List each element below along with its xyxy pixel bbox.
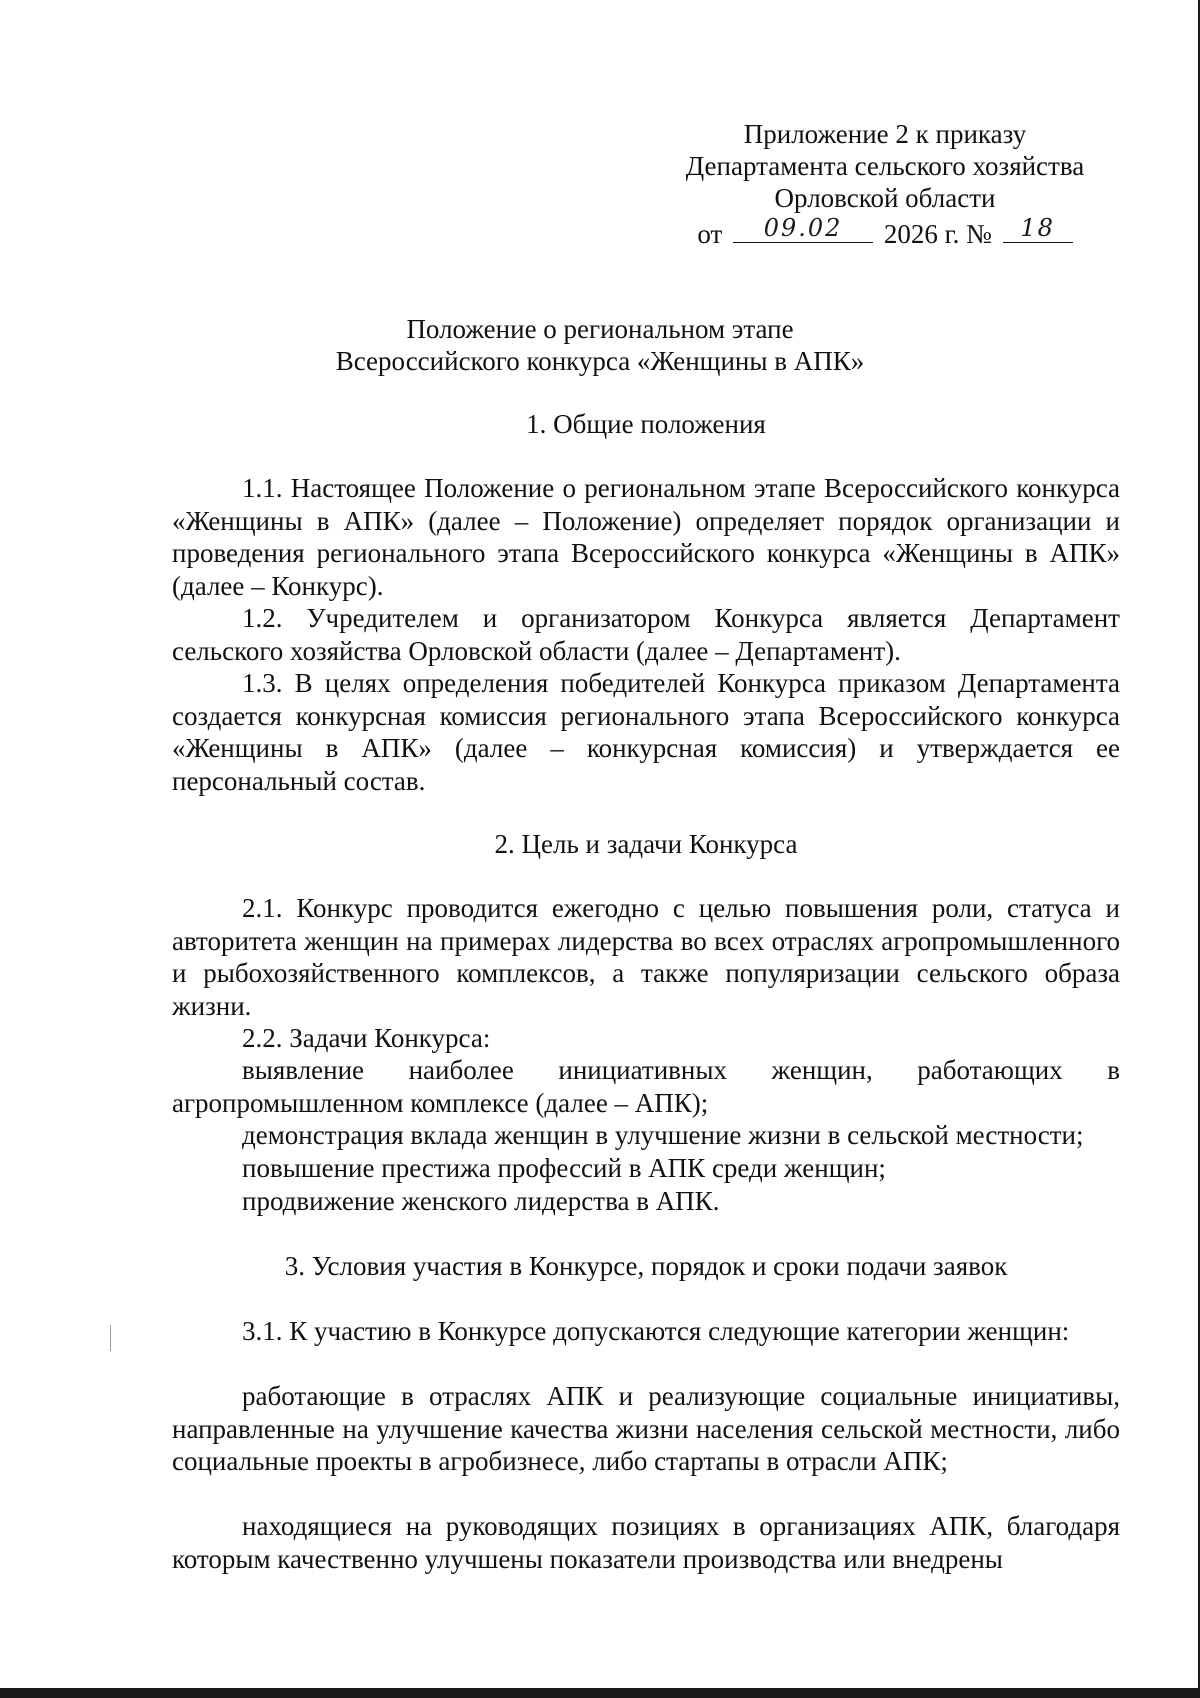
- paragraph-1-2: 1.2. Учредителем и организатором Конкурса является Департамент сельского хозяйства Орловской области (далее – Департамент).: [172, 603, 1120, 666]
- year-number-label: 2026 г. №: [883, 219, 992, 249]
- task-item-4: продвижение женского лидерства в АПК.: [242, 1186, 720, 1216]
- handwritten-date: 09.02: [763, 214, 843, 242]
- header-line-2: Департамента сельского хозяйства: [685, 151, 1085, 181]
- header-line-3: Орловской области: [774, 183, 996, 213]
- header-date-line: [660, 214, 1110, 250]
- task-item-1: выявление наиболее инициативных женщин, работающих в агропромышленном комплексе (далее – АПК);: [172, 1055, 1120, 1118]
- section-3-heading: 3. Условия участия в Конкурсе, порядок и сроки подачи заявок: [284, 1251, 1008, 1281]
- task-item-3: повышение престижа профессий в АПК среди женщин;: [242, 1153, 886, 1183]
- header-line-1: Приложение 2 к приказу: [743, 119, 1027, 149]
- scan-mark: [110, 1325, 111, 1351]
- from-label: от: [697, 219, 723, 249]
- paragraph-1-1: 1.1. Настоящее Положение о региональном этапе Всероссийского конкурса «Женщины в АПК» (далее – Положение) определяет порядок организации и проведения регионального этапа Всероссийского конкурса «Женщины в АПК» (далее – Конкурс).: [172, 473, 1120, 601]
- paragraph-2-1: 2.1. Конкурс проводится ежегодно с целью повышения роли, статуса и авторитета женщин на примерах лидерства во всех отраслях агропромышленного и рыбохозяйственного комплексов, а также популяризации сельского образа жизни.: [172, 893, 1120, 1021]
- paragraph-1-3: 1.3. В целях определения победителей Конкурса приказом Департамента создается конкурсная комиссия регионального этапа Всероссийского конкурса «Женщины в АПК» (далее – конкурсная комиссия) и утверждается ее персональный состав.: [172, 668, 1120, 796]
- section-2-heading: 2. Цель и задачи Конкурса: [494, 829, 798, 859]
- document-title: [300, 313, 900, 377]
- page-bottom-edge: [0, 1688, 1200, 1698]
- handwritten-number: 18: [1020, 214, 1055, 242]
- order-number-field: [1003, 214, 1073, 243]
- approval-header: [660, 118, 1110, 250]
- title-line-1: Положение о региональном этапе: [406, 314, 794, 344]
- task-item-2: демонстрация вклада женщин в улучшение жизни в сельской местности;: [242, 1120, 1084, 1150]
- title-line-2: Всероссийского конкурса «Женщины в АПК»: [335, 346, 865, 376]
- section-1-heading: 1. Общие положения: [526, 409, 766, 439]
- date-field: [733, 214, 873, 243]
- category-item-2: находящиеся на руководящих позициях в организациях АПК, благодаря которым качественно улучшены показатели производства или внедрены: [172, 1511, 1120, 1574]
- paragraph-3-1: 3.1. К участию в Конкурсе допускаются следующие категории женщин:: [242, 1316, 1070, 1346]
- category-item-1: работающие в отраслях АПК и реализующие социальные инициативы, направленные на улучшение качества жизни населения сельской местности, либо социальные проекты в агробизнесе, либо стартапы в отрасли АПК;: [172, 1381, 1120, 1476]
- paragraph-2-2: 2.2. Задачи Конкурса:: [242, 1023, 491, 1053]
